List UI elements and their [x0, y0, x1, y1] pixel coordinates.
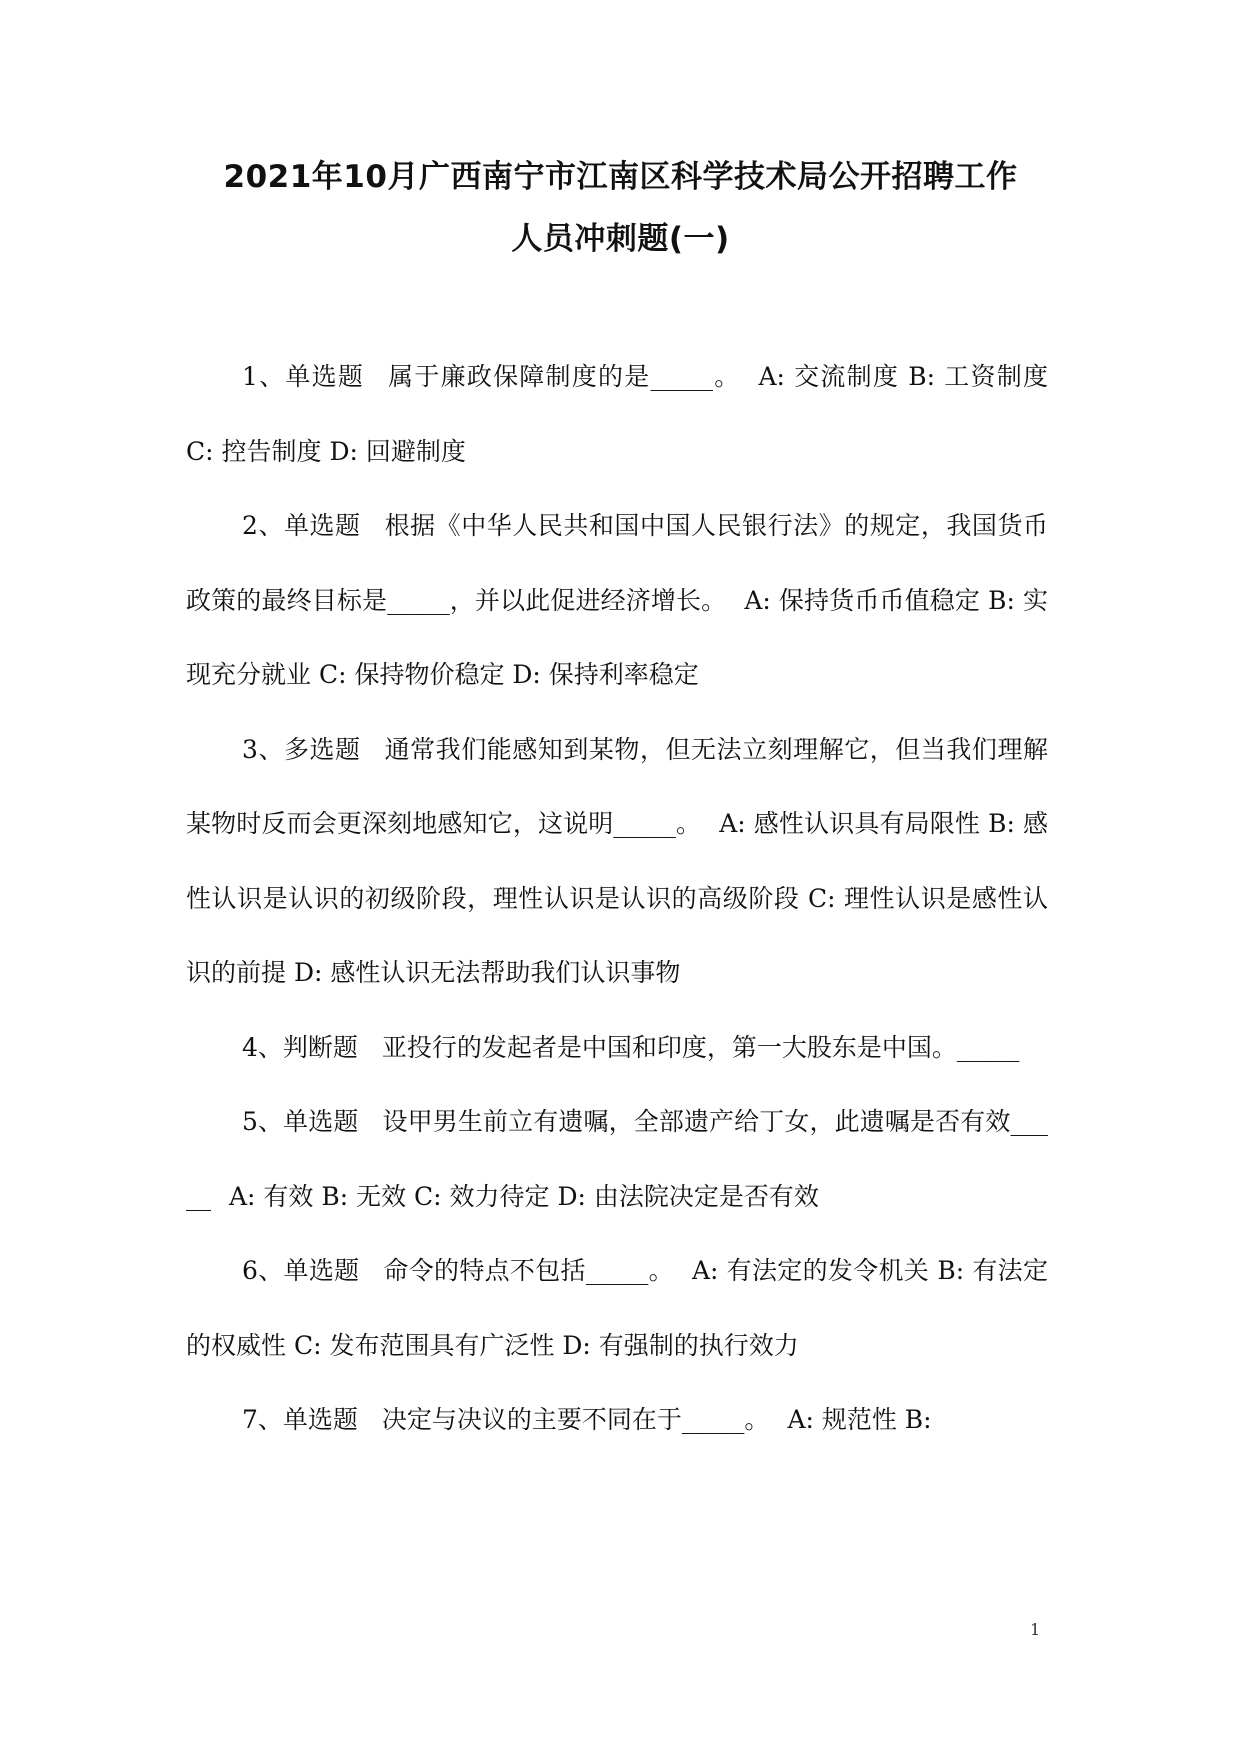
question-stem: 亚投行的发起者是中国和印度，第一大股东是中国。_____ [381, 1032, 1020, 1062]
question-type: 单选题 [282, 1405, 358, 1434]
question-stem: 通常我们能感知到某物，但无法立刻理解它，但当我们理解某物时反而会更深刻地感知它，这说明_____。 [186, 734, 1048, 838]
page-title-line-1: 2021年10月广西南宁市江南区科学技术局公开招聘工作 [223, 159, 1018, 195]
question-options: A: 保持货币币值稳定 B: 实现充分就业 C: 保持物价稳定 D: 保持利率稳定 [186, 585, 1048, 689]
question-options: A: 有效 B: 无效 C: 效力待定 D: 由法院决定是否有效 [229, 1181, 819, 1211]
question-stem: 命令的特点不包括_____。 [383, 1256, 674, 1285]
page-number: 1 [1030, 1620, 1041, 1639]
question-type: 单选题 [285, 362, 365, 391]
question-options: A: 感性认识具有局限性 B: 感性认识是认识的初级阶段，理性认识是认识的高级阶段 C: 理性认识是感性认识的前提 D: 感性认识无法帮助我们认识事物 [186, 809, 1048, 987]
question-stem: 根据《中华人民共和国中国人民银行法》的规定，我国货币政策的最终目标是_____，并以此促进经济增长。 [186, 511, 1048, 615]
question-number: 2、 [242, 511, 284, 540]
question-options: A: 规范性 B: [787, 1405, 932, 1434]
question-type: 多选题 [283, 734, 361, 764]
question-number: 7、 [242, 1405, 283, 1434]
question-number: 1、 [242, 362, 286, 391]
question-4 [186, 1011, 1048, 1086]
question-5 [186, 1085, 1048, 1234]
question-stem: 决定与决议的主要不同在于_____。 [381, 1405, 770, 1434]
question-options: A: 有法定的发令机关 B: 有法定的权威性 C: 发布范围具有广泛性 D: 有强制的执行效力 [186, 1256, 1048, 1360]
question-3 [186, 713, 1048, 1011]
question-stem: 属于廉政保障制度的是_____。 [388, 362, 741, 391]
question-number: 3、 [242, 734, 284, 764]
question-7 [186, 1383, 1048, 1458]
question-number: 4、 [242, 1032, 283, 1062]
question-list [186, 340, 1048, 1458]
question-number: 6、 [242, 1256, 284, 1285]
question-type: 判断题 [282, 1032, 358, 1062]
question-type: 单选题 [283, 1107, 359, 1136]
question-type: 单选题 [283, 1256, 360, 1285]
question-6 [186, 1234, 1048, 1383]
question-number: 5、 [242, 1107, 284, 1136]
question-stem: 设甲男生前立有遗嘱，全部遗产给丁女，此遗嘱是否有效_____ [186, 1107, 1048, 1211]
question-1 [186, 340, 1048, 489]
page-title-line-2: 人员冲刺题(一) [511, 221, 730, 257]
question-type: 单选题 [283, 511, 361, 540]
question-options: A: 交流制度 B: 工资制度 C: 控告制度 D: 回避制度 [186, 362, 1048, 466]
question-2 [186, 489, 1048, 713]
